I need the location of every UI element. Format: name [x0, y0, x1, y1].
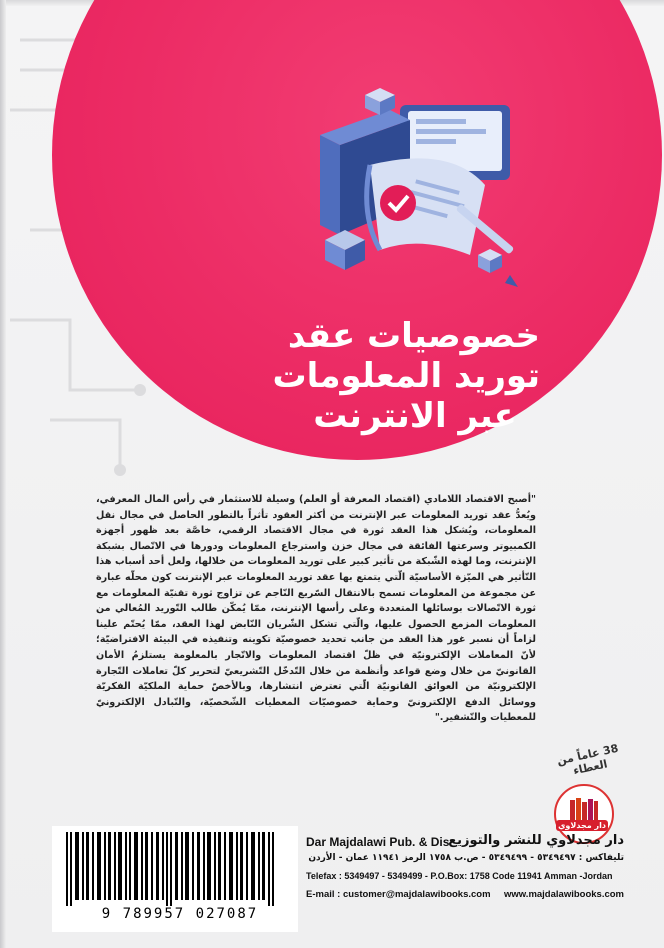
title-line-3: عبر الانترنت — [313, 396, 517, 436]
title-line-1: خصوصيات عقد — [287, 316, 540, 356]
checkmark-badge-icon — [380, 185, 416, 221]
publisher-contact-ar: تليفاكس : ٥٣٤٩٤٩٧ - ٥٣٤٩٤٩٩ - ص.ب ١٧٥٨ الرمز ١١٩٤١ عمان - الأردن — [308, 853, 624, 863]
cube-right-icon — [478, 249, 502, 273]
cube-small-icon — [325, 230, 365, 270]
barcode-bars — [52, 826, 298, 906]
isbn-number: 9 789957 027087 — [101, 906, 259, 922]
title-line-2: توريد المعلومات — [272, 356, 540, 396]
publisher-contact-en: Telefax : 5349497 - 5349499 - P.O.Box: 1758 Code 11941 Amman -Jordan — [306, 871, 613, 881]
publisher-name-en: Dar Majdalawi Pub. & Dis — [306, 835, 450, 849]
publisher-logo-label: دار مجدلاوي — [556, 820, 608, 831]
publisher-website[interactable]: www.majdalawibooks.com — [503, 889, 624, 900]
information-supply-illustration — [300, 75, 540, 315]
publisher-name-ar: دار مجدلاوي للنشر والتوزيع — [448, 833, 624, 848]
book-blurb: "أصبح الاقتصاد اللامادي (اقتصاد المعرفة أو العلم) وسيلة للاستثمار في رأس المال المعرفي، ويُعدُّ عقد توريد المعلومات عبر الإنترنت من أكثر العقود تأثراً بالتطور الحاصل في مجال نقل المعلومات، ويُشكل هذا العقد ثورة في مجال الاقتصاد الرقمي، خاصَّة بعد ظهور أجهزة الكمبيوتر وسرعتها الفائقة في مجال خزن واسترجاع المعلومات ودورها في الاتّصال بشبكة الإنترنت، وما لهذه الشّبكة من تأثير كبير على توريد المعلومات من خلالها، ولعل أحد أسباب هذا التّأثير هي الميّزة الأساسيّة الّتي يتمتع بها عقد توريد المعلومات عبر الإنترنت كون محلّه عبارة عن مجموعة من المعلومات تسمح بالانتقال السّريع النّاجم عن تزاوج ثورة تقنيّة المعلومات مع ثورة الاتّصالات بوسائلها المتعددة وعلى رأسها الإنترنت، ممّا يُمكّن طالب التّوريد المُعالي من المعلومات المزمع الحصول عليها، والّتي تشكل الشّريان النّابض لهذا العقد، ممّا يُحتّم علينا لزاماً أن نسبر غور هذا العقد من جانب تحديد خصوصيّة تكوينه وتنفيذه في البيئة الافتراضيّة؛ لأنّ المعاملات الإلكترونيّة في ظلّ اقتصاد المعلومات والاتّجار بالمعلومة يستلزمُ الأمان القانونيّ من خلال وضع قواعد وأنظمة من خلال التّدخّل التّشريعيّ لتحرير كلّ تعاملات التّجارة الإلكترونيّة من العوائق القانونيّة الّتي تعترض انتشارها، وبالأخصّ حماية الملكيّة الفكريّة ووسائل الدفع الإلكترونيّ وحماية خصوصيّات المعطيات الشّخصيّة، والتّبادل الإلكترونيّ للمعطيات والتّشفير." — [96, 494, 536, 724]
anniversary-text: 38 عاماً من العطاء — [555, 741, 620, 778]
book-title — [272, 316, 540, 436]
publisher-email[interactable]: E-mail : customer@majdalawibooks.com — [306, 889, 491, 900]
